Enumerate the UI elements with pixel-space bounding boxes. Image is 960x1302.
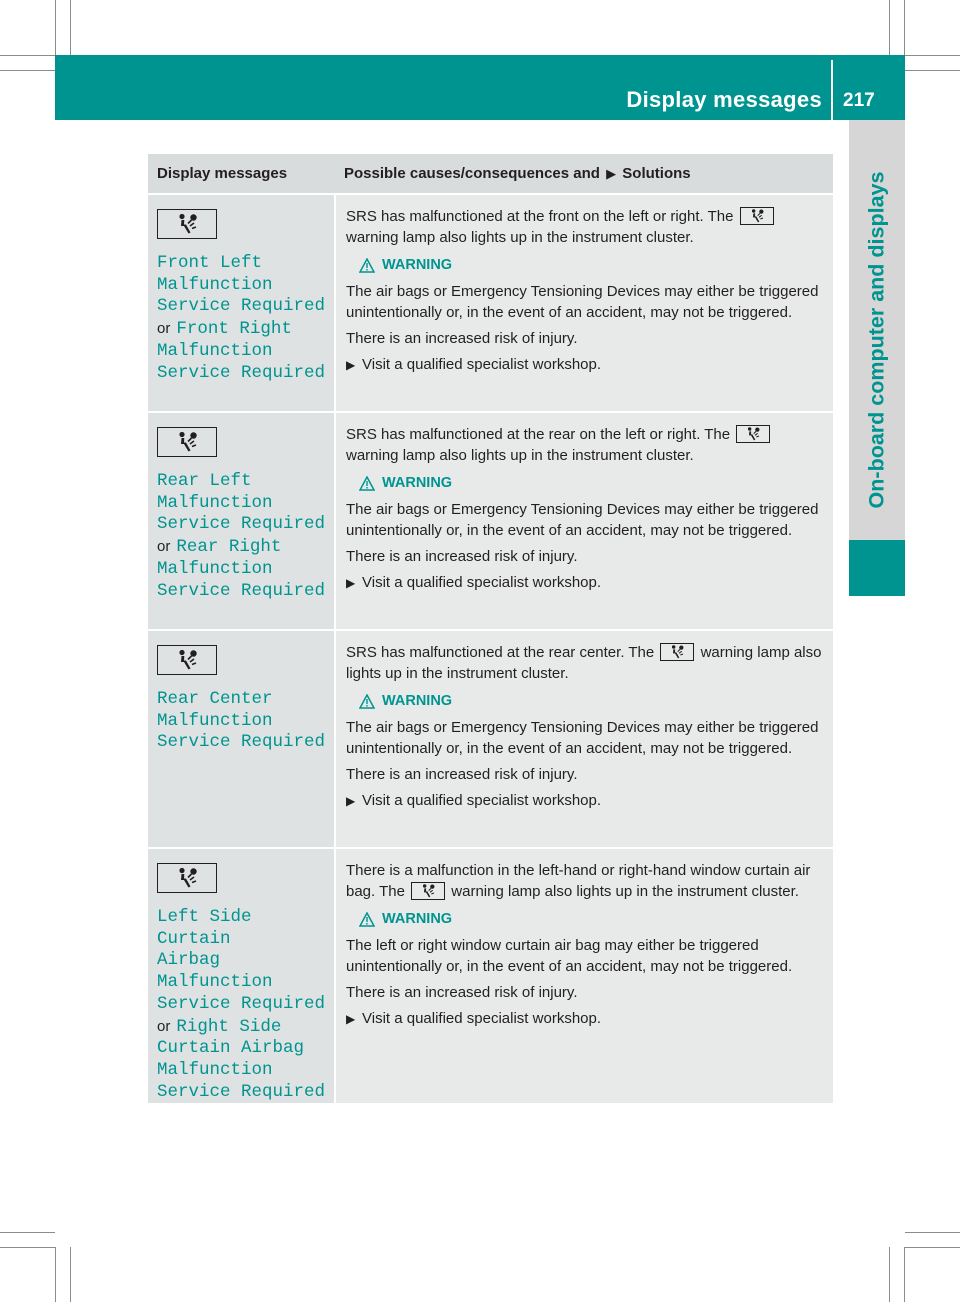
warning-heading bbox=[359, 693, 827, 709]
display-message-line: Curtain Airbag bbox=[157, 1038, 305, 1059]
cause-text: There is a malfunction in the left-hand or right-hand window curtain air bag. The bbox=[346, 862, 811, 900]
column-header-causes-text: Possible causes/consequences and bbox=[344, 165, 600, 182]
display-message-line: Rear Right bbox=[176, 537, 282, 558]
display-message-line: Malfunction bbox=[157, 274, 273, 295]
risk-text: There is an increased risk of injury. bbox=[346, 330, 578, 347]
column-header-solutions bbox=[334, 154, 833, 193]
warning-heading bbox=[359, 475, 827, 491]
airbag-warning-icon bbox=[157, 427, 217, 457]
warning-label: WARNING bbox=[382, 911, 453, 927]
display-message-line: Service Required bbox=[157, 296, 326, 317]
warning-text: The air bags or Emergency Tensioning Devices may either be triggered unintentionally or, in the event of an accident, may not be triggered. bbox=[346, 501, 819, 539]
warning-text: The left or right window curtain air bag may either be triggered unintentionally or, in the event of an accident, may not be triggered. bbox=[346, 937, 793, 975]
display-message-line: Rear Center bbox=[157, 689, 273, 709]
display-message-line: Front Right bbox=[176, 319, 292, 340]
display-message-line: Front Left bbox=[157, 253, 263, 273]
crop-mark bbox=[0, 1247, 55, 1248]
section-label: On-board computer and displays bbox=[864, 171, 889, 509]
step-text: Visit a qualified specialist workshop. bbox=[362, 574, 602, 591]
display-message-line: Airbag Malfunction bbox=[157, 950, 273, 993]
table-header bbox=[148, 154, 833, 193]
display-message-line: Right Side bbox=[176, 1016, 282, 1037]
step-text: Visit a qualified specialist workshop. bbox=[362, 1010, 602, 1027]
display-message-line: Service Required bbox=[157, 362, 326, 383]
header-divider bbox=[831, 60, 833, 120]
airbag-warning-icon bbox=[157, 209, 217, 239]
airbag-warning-icon bbox=[157, 645, 217, 675]
cause-description bbox=[346, 206, 827, 248]
message-cell bbox=[148, 195, 334, 411]
crop-mark bbox=[905, 1232, 960, 1233]
message-cell bbox=[148, 413, 334, 629]
cause-text-cont: warning lamp also lights up in the instrument cluster. bbox=[346, 229, 694, 246]
message-cell bbox=[148, 849, 334, 1103]
or-word: or bbox=[157, 538, 171, 556]
table-row bbox=[148, 195, 833, 411]
step-arrow-icon: ▶ bbox=[346, 576, 356, 590]
crop-mark bbox=[55, 0, 56, 55]
warning-heading bbox=[359, 257, 827, 273]
crop-mark bbox=[55, 1247, 56, 1302]
step-arrow-icon: ▶ bbox=[346, 358, 356, 372]
alt-message-line bbox=[157, 1016, 334, 1039]
warning-text: The air bags or Emergency Tensioning Devices may either be triggered unintentionally or, in the event of an accident, may not be triggered. bbox=[346, 719, 819, 757]
warning-text: The air bags or Emergency Tensioning Devices may either be triggered unintentionally or, in the event of an accident, may not be triggered. bbox=[346, 283, 819, 321]
display-messages-table bbox=[148, 154, 833, 1103]
action-step bbox=[346, 354, 827, 376]
display-message-line: Malfunction bbox=[157, 340, 273, 361]
cause-text: SRS has malfunctioned at the rear center. The bbox=[346, 644, 655, 661]
display-message-line: Service Required bbox=[157, 580, 326, 601]
table-row bbox=[148, 631, 833, 847]
warning-label: WARNING bbox=[382, 475, 453, 491]
cause-description bbox=[346, 860, 827, 902]
risk-text: There is an increased risk of injury. bbox=[346, 766, 578, 783]
table-row bbox=[148, 413, 833, 629]
display-message-line: Service Required bbox=[157, 993, 326, 1014]
alt-message-line bbox=[157, 318, 334, 341]
cause-description bbox=[346, 424, 827, 466]
cause-text: SRS has malfunctioned at the rear on the left or right. The bbox=[346, 426, 731, 443]
column-header-solutions-text: Solutions bbox=[622, 165, 691, 182]
warning-triangle-icon bbox=[359, 694, 375, 709]
cause-text-cont: warning lamp also lights up in the instrument cluster. bbox=[346, 644, 822, 682]
warning-triangle-icon bbox=[359, 476, 375, 491]
crop-mark bbox=[905, 70, 960, 71]
crop-mark bbox=[0, 1232, 55, 1233]
column-header-messages: Display messages bbox=[157, 165, 288, 182]
warning-label: WARNING bbox=[382, 257, 453, 273]
display-message-line: Malfunction bbox=[157, 492, 273, 513]
display-message-line: Service Required bbox=[157, 732, 326, 753]
display-message-line: Malfunction bbox=[157, 710, 273, 731]
display-message-line: Service Required bbox=[157, 1081, 326, 1102]
risk-text: There is an increased risk of injury. bbox=[346, 548, 578, 565]
action-step bbox=[346, 1008, 827, 1030]
solution-cell bbox=[336, 195, 833, 411]
cause-text-cont: warning lamp also lights up in the instrument cluster. bbox=[346, 447, 694, 464]
crop-mark bbox=[905, 55, 960, 56]
display-message-line: Rear Left bbox=[157, 471, 252, 491]
warning-triangle-icon bbox=[359, 912, 375, 927]
display-message-line: Service Required bbox=[157, 514, 326, 535]
action-step bbox=[346, 572, 827, 594]
crop-mark bbox=[904, 0, 905, 55]
airbag-warning-icon bbox=[157, 863, 217, 893]
display-message-line: Left Side Curtain bbox=[157, 907, 252, 949]
step-arrow-icon: ▶ bbox=[346, 1012, 356, 1026]
airbag-warning-icon bbox=[660, 643, 694, 661]
solution-arrow-icon: ▶ bbox=[606, 166, 617, 181]
page-title: Display messages bbox=[626, 87, 822, 112]
page-number: 217 bbox=[843, 90, 875, 111]
solution-cell bbox=[336, 413, 833, 629]
crop-mark bbox=[889, 1247, 890, 1302]
step-text: Visit a qualified specialist workshop. bbox=[362, 356, 602, 373]
display-message-line: Malfunction bbox=[157, 1059, 273, 1080]
action-step bbox=[346, 790, 827, 812]
message-cell bbox=[148, 631, 334, 847]
crop-mark bbox=[70, 1247, 71, 1302]
solution-cell bbox=[336, 631, 833, 847]
section-tab bbox=[849, 540, 905, 596]
warning-label: WARNING bbox=[382, 693, 453, 709]
airbag-warning-icon bbox=[411, 882, 445, 900]
cause-text: SRS has malfunctioned at the front on the left or right. The bbox=[346, 208, 734, 225]
cause-description bbox=[346, 642, 827, 684]
or-word: or bbox=[157, 320, 171, 338]
crop-mark bbox=[905, 1247, 960, 1248]
warning-heading bbox=[359, 911, 827, 927]
crop-mark bbox=[70, 0, 71, 55]
crop-mark bbox=[0, 70, 55, 71]
risk-text: There is an increased risk of injury. bbox=[346, 984, 578, 1001]
crop-mark bbox=[0, 55, 55, 56]
airbag-warning-icon bbox=[740, 207, 774, 225]
table-row bbox=[148, 849, 833, 1103]
crop-mark bbox=[889, 0, 890, 55]
solution-cell bbox=[336, 849, 833, 1103]
airbag-warning-icon bbox=[736, 425, 770, 443]
display-message-line: Malfunction bbox=[157, 558, 273, 579]
cause-text-cont: warning lamp also lights up in the instrument cluster. bbox=[451, 883, 799, 900]
alt-message-line bbox=[157, 536, 334, 559]
step-arrow-icon: ▶ bbox=[346, 794, 356, 808]
or-word: or bbox=[157, 1017, 171, 1035]
crop-mark bbox=[904, 1247, 905, 1302]
warning-triangle-icon bbox=[359, 258, 375, 273]
step-text: Visit a qualified specialist workshop. bbox=[362, 792, 602, 809]
